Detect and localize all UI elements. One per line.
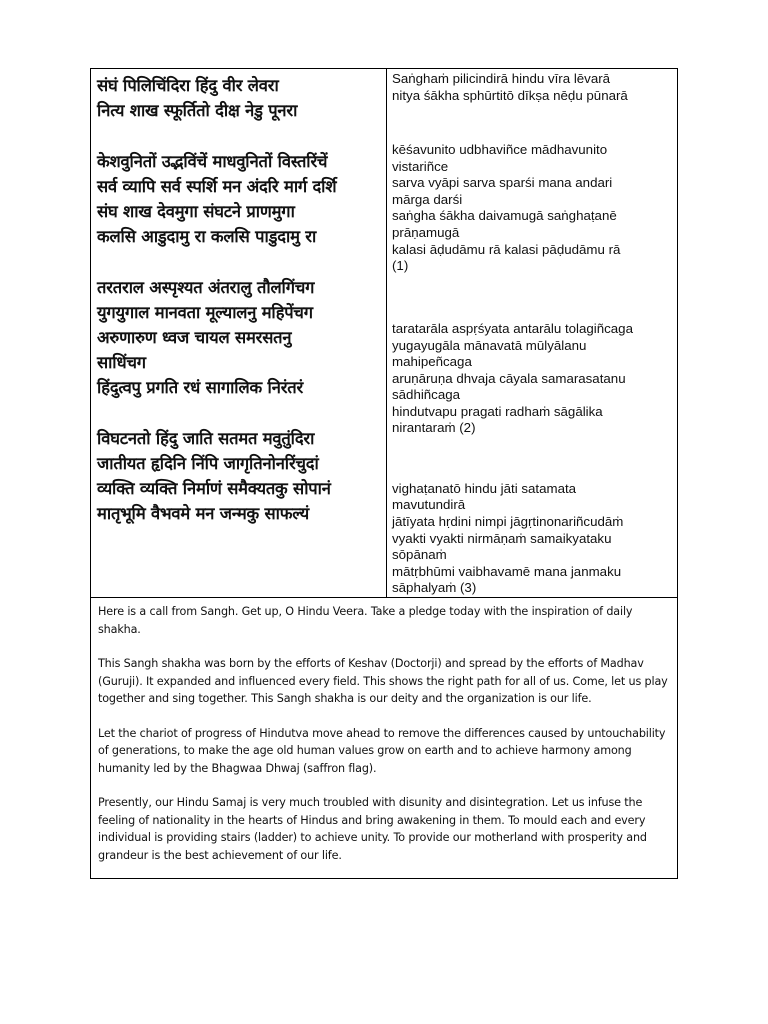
transliteration-line: sādhiñcaga [392, 387, 461, 403]
devanagari-line: संघं पिलिचिंदिरा हिंदु वीर लेवरा [97, 76, 279, 95]
devanagari-lyrics-column [91, 69, 387, 597]
transliteration-line: taratarāla aspṛśyata antarālu tolagiñcaga [392, 320, 633, 336]
transliteration-line: vighaṭanatō hindu jāti satamata [392, 480, 577, 496]
devanagari-line: हिंदुत्वपु प्रगति रधं सागालिक निरंतरं [97, 378, 304, 397]
english-translation-cell [91, 598, 677, 878]
devanagari-line: मातृभूमि वैभवमे मन जन्मकु साफल्यं [97, 504, 309, 523]
transliteration-line: kēśavunito udbhaviñce mādhavunito [392, 141, 608, 157]
translation-paragraph: Here is a call from Sangh. Get up, O Hindu Veera. Take a pledge today with the inspiration of daily shakha. [98, 605, 633, 636]
devanagari-line: अरुणारुण ध्वज चायल समरसतनु [97, 328, 292, 347]
transliteration-column [387, 69, 677, 597]
devanagari-line: जातीयत हृदिनि निंपि जागृतिनोनरिंचुदां [97, 454, 319, 473]
devanagari-line: कलसि आडुदामु रा कलसि पाडुदामु रा [97, 227, 317, 246]
transliteration-line: yugayugāla mānavatā mūlyālanu [392, 337, 587, 353]
transliteration-line: aruṇāruṇa dhvaja cāyala samarasatanu [392, 370, 626, 386]
devanagari-line: तरतराल अस्पृश्यत अंतरालु तौलगिंचग [97, 278, 315, 297]
transliteration-line: vyakti vyakti nirmāṇaṁ samaikyataku [392, 530, 612, 546]
transliteration-line: prāṇamugā [392, 224, 460, 240]
transliteration-line: nitya śākha sphūrtitō dīkṣa nēḍu pūnarā [392, 87, 628, 103]
transliteration-stanza [392, 481, 671, 597]
devanagari-stanza [97, 73, 380, 123]
transliteration-line: saṅgha śākha daivamugā saṅghaṭanē [392, 208, 617, 224]
transliteration-line: nirantaraṁ (2) [392, 420, 476, 436]
transliteration-line: jātīyata hṛdini nimpi jāgṛtinonariñcudāṁ [392, 514, 624, 530]
transliteration-line: mātṛbhūmi vaibhavamē mana janmaku [392, 563, 622, 579]
devanagari-line: युगयुगाल मानवता मूल्यालनु महिपेंचग [97, 303, 313, 322]
devanagari-stanza [97, 149, 380, 249]
devanagari-stanza [97, 275, 380, 400]
translation-paragraph: Presently, our Hindu Samaj is very much troubled with disunity and disintegration. Let us infuse the feeling of nationality in the hearts of Hindus and bring awakening in them. To mould each and every individual is providing stairs (ladder) to achieve unity. To provide our motherland with prosperity and grandeur is the best achievement of our life. [98, 796, 647, 862]
transliteration-line: (1) [392, 258, 409, 274]
transliteration-stanza [392, 71, 671, 104]
transliteration-line: hindutvapu pragati radhaṁ sāgālika [392, 403, 603, 419]
devanagari-line: सर्व व्यापि सर्व स्पर्शि मन अंदरि मार्ग दर्शि [97, 177, 337, 196]
transliteration-line: mavutundirā [392, 497, 466, 513]
transliteration-line: sarva vyāpi sarva sparśi mana andari [392, 175, 613, 191]
devanagari-line: साधिंचग [97, 353, 146, 372]
translation-paragraph: Let the chariot of progress of Hindutva move ahead to remove the differences caused by untouchability of generations, to make the age old human values grow on earth and to achieve harmony among humanity led by the Bhagwaa Dhwaj (saffron flag). [98, 726, 666, 775]
transliteration-line: mārga darśi [392, 191, 463, 207]
transliteration-stanza [392, 142, 671, 275]
devanagari-line: संघ शाख देवमुगा संघटने प्राणमुगा [97, 202, 295, 221]
transliteration-line: kalasi āḍudāmu rā kalasi pāḍudāmu rā [392, 241, 621, 257]
transliteration-line: Saṅghaṁ pilicindirā hindu vīra lēvarā [392, 71, 611, 86]
transliteration-line: sōpānaṁ [392, 547, 447, 563]
devanagari-line: व्यक्ति व्यक्ति निर्माणं समैक्यतकु सोपानं [97, 479, 331, 498]
devanagari-line: केशवुनितों उद्भविंचें माधवुनितों विस्तरिंचें [97, 152, 328, 171]
devanagari-line: विघटनतो हिंदु जाति सतमत मवुतुंदिरा [97, 429, 315, 448]
devanagari-line: नित्य शाख स्फूर्तितो दीक्ष नेडु पूनरा [97, 101, 298, 120]
transliteration-stanza [392, 321, 671, 437]
song-table [90, 68, 678, 879]
translation-paragraph: This Sangh shakha was born by the efforts of Keshav (Doctorji) and spread by the efforts of Madhav (Guruji). It expanded and influenced every field. This shows the right path for all of us. Come, let us play together and sing together. This Sangh shakha is our deity and the organization is our life. [98, 657, 668, 706]
devanagari-stanza [97, 426, 380, 526]
transliteration-line: mahipeñcaga [392, 354, 472, 370]
lyrics-row [91, 69, 677, 598]
transliteration-line: vistariñce [392, 158, 449, 174]
transliteration-line: sāphalyaṁ (3) [392, 580, 477, 596]
